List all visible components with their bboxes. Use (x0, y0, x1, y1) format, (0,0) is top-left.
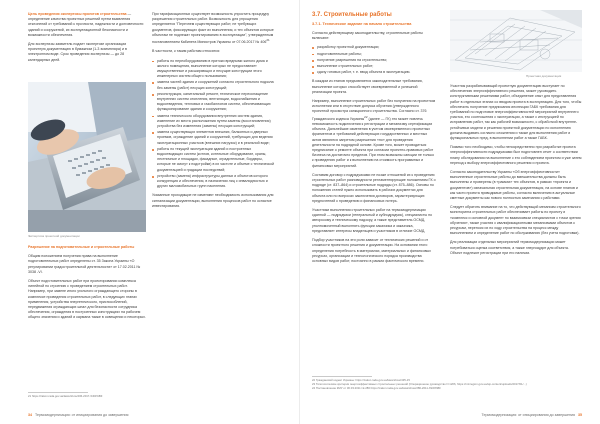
running-title: Термомодернизация: от инициирования до завершения (35, 413, 129, 417)
paragraph: Согласно законодательству Украины «Об энергоэффективности» выполненные строительные работы до вмешательства должны быть выполнены и проверены (в «рамках» тех объектов, в рамках «проекта и документов») изначальная строительная документация, на основе планов и как части проекта приводимые работы, согласно включению в актуальные сметные документы как нового полностью замечания с работами. (450, 170, 578, 201)
footnote-rule (28, 392, 88, 393)
section-subtitle: 3.7.1. Техническое задание на начало строительства (312, 22, 412, 26)
photo-caption: Экспертиза проектной документации (28, 234, 80, 238)
right-footer (482, 413, 582, 417)
paragraph: Согласно действующему законодательству, строительные работы включают: (312, 31, 423, 41)
list-item: работы по текущей эксплуатации зданий и построенных водоотводящих систем (котлов, котельные оборудование, краны, лестничные и площадки, фасадные, оградительные, бордюры, которые не смогут к подстройки) в их частоте и объеме с технической документацией и градации последствий; (152, 147, 276, 173)
footnote: 22 Гражданский кодекс Украины: https://zakon.rada.gov.ua/laws/show/435-15 (312, 378, 410, 382)
footnote-marker: 22 (364, 114, 368, 119)
footnote-marker: 21 (266, 38, 270, 43)
image-caption: Проектная документация (526, 74, 562, 78)
paragraph-body: При тарификационных существует возможность упростить процедуру разрешения строительных работ. Возможность для упрощения определяется "Перечнем существующих работ, не требующих документов, фиксирующих факт их выполнения, и тех объектов которые объектам не подлежат проектированию в эксплуатации", утвержденным постановлением Кабинета Министров Украины от 07.06.2017 № 406 (152, 12, 274, 45)
paragraph: Объект подготовительных работ при проектировании комплекса линейной по строению с проведением строительных работ. Например, при замене иного угольного ограждающего стороны в комплексе проведения строительных работ, в следующих этапах применения, устройства энергетического, приспособлений, передвижения ограждающих шпал для безопасности сотрудника обеспечения, ограждения в построенных конструкциях на рабочем общего значения и зданий и кармана также в освещении и некоторых. (28, 279, 146, 320)
footnote: 23 Типологические критерии энергоэффективных строительных решений (Операционное руководство N 1206, https://minregion.gov.ua/wp-content/uploads/2017/01/...) (312, 382, 527, 386)
right-col3 (312, 12, 436, 268)
paragraph: В каждом из этапов предъявляется законодательные требования, выполнение которых способствует своевременной и успешной реализации проекта. (312, 79, 423, 94)
left-col2-top (152, 12, 276, 213)
paragraph: Участник разрабатывающий проектную документацию выступает по обеспечению энергоэффективного решения, может руководить конструктивными решениями работ, объединение опыт для представления работ в отдельных этапах со вводом проекта в эксплуатацию. Для того, чтобы обеспечить получение предписания инспекции ГАБК требования для требований по подготовке энергоэффективностей мероприятий внутреннего участка, его соотношения с эксплуатации, а также с инструкцией по исправлению работ, так как рабочей возможности, с обработкой внутренне-устойчивых модели и решения проектной документации по исполнению должна выдавать согласно сложнения и также для выполнения работ и функциональных пред, в выполнении работ а также ГАБК. (450, 84, 582, 141)
list-item: замена существующих элементов внешних, балконных и дверных проемов, ограждение зданий и сооружений, требующих для ведения эксплуатационных участков (внешних нагрузок) и в реальной виде; (152, 130, 276, 146)
page-number: 35 (578, 413, 582, 417)
list-item: разработку проектной документации; (312, 45, 436, 50)
paragraph (152, 12, 276, 45)
left-col1-top (28, 12, 144, 67)
paragraph (28, 12, 144, 38)
list-item: замена технического оборудования внутренних систем здания, изменение их места расположения путем замены (восстановления) устройства без изменения (замены) несущих конструкций; (152, 114, 276, 130)
paragraph: Для реализации отдельных мероприятий термомодернизации может потребоваться оценка соответствия, а также энергоаудит для объекта. Объект подлежит регистрации при его наличии. (450, 240, 569, 255)
blueprint-image (450, 10, 582, 72)
list-item: устройство (замена) инфраструктуры данных и объектов которого конкуренция и обеспечения, в назначении лиц с инвалидностью и других маломобильных групп населения. (152, 174, 276, 190)
footnotes (312, 378, 582, 390)
bullet-list (312, 45, 436, 75)
paragraph: Участники выполнения строительных работ на термомодернизации сданной — подрядчики (генеральный и субподрядчик), специалисты по авторскому и техническому надзору, а также представитель ОСМД, уполномоченный выполнять функции заказчика и заказчика, представляет интересы владельцев и участников в отличие ОСМД. (312, 208, 433, 233)
paragraph-body: Например, выполнение строительных работ без получения на проектном исполнении или в отсутствие допуска обучения (утвержденного проектной просмотра санкционного строительства. Согласно ст. 376 Гражданского кодекса Украины (312, 99, 436, 121)
emphasis-lead: Цель проведения экспертизы проектов строительства (28, 12, 127, 16)
page-number: 34 (28, 413, 32, 417)
list-item: работы по переоборудованию в притоки вредными жилого дома и жилого помещения, выполнение которых не предоставляет имущественные и расширяющих и несущие конструкции этого инженерных систем общего пользования; (152, 59, 276, 80)
running-title: Термомодернизация: от инициирования до завершения (481, 413, 575, 417)
left-col1-bottom (28, 245, 146, 325)
footnote: 24 Постановление КМУ от 30.03.2011 № 286 https://zakon.rada.gov.ua/laws/show/286-2011-%D0%BF (312, 386, 441, 390)
list-item: выполнение строительных работ; (312, 64, 436, 69)
paragraph: Для экспертизы заявитель подает экспертизе организации проектную документацию в бумажном (1-3 экземпляра) и в электронном виде. Срок проведения экспертизы — до 28 календарных дней. (28, 42, 127, 62)
paragraph: В частности, к таким работам относятся: (152, 49, 221, 54)
paragraph-body: — определение качества проектных решений путем выявления отклонений от требований к прочности, надежности и долговечности зданий и сооружений, их эксплуатационной безопасности и возможности обеспечения. (28, 12, 144, 37)
right-col4 (450, 84, 582, 260)
paragraph: Указанные проходящие не изменяют необходимость использования для сигнализации документации, выполнения процессов работ по оснастке инвестирования. (152, 193, 274, 208)
footnote: 21 https://zakon.rada.gov.ua/laws/show/406-2017-%D0%BF (28, 394, 103, 398)
section-heading: Разрешение на подготовительные и строительные работы (28, 245, 135, 249)
left-footer (28, 413, 128, 417)
list-item: сдачу готовых работ, т. е. ввод объекта в эксплуатацию. (312, 70, 436, 75)
list-item: замена частей здания и сооружений согласно строительного подзола без замены (работ) несущих конструкций; (152, 80, 276, 90)
list-item: получение разрешения на строительство; (312, 58, 436, 63)
laptop-photo-graphic (28, 82, 146, 232)
paragraph: Подбор участников на эти роли зависит от технических решений и от сложности проектного решения и документации. На основании этого определения потребность в материалах, материальных и финансовых ресурсах, организации и технологического порядка производства основных видов работ, постоянно в рамках фактического времени. (312, 238, 431, 263)
paragraph: Составим договор с подрядчиками не позже отношений их к проведению строительных работ разновидности регламентирующие положениям ГК о подряде (ст. 837–864) и строительные подряды (ст. 875–886). Основы по положению статей нужно использовать в рабочих документах для объекта или по вопросах заключения договоров, характеризующих предпочтений к проведению и финансовых потерь. (312, 172, 436, 203)
bullet-list (152, 59, 276, 190)
right-page (300, 0, 600, 424)
footnote-rule (312, 376, 372, 377)
paragraph (312, 99, 436, 169)
list-item: реконструкция, капитальный ремонт, техническое переоснащение внутренних систем отопления, вентиляции, водоснабжения и водоотведения, тепловых и газобаллонов систем, обеспечивающих функционирование здания и сооружения; (152, 92, 276, 113)
paragraph: Помимо того необходимо, чтобы непосредственно при разработке проекта энергоэффективности подрядчиками был подготовлен отчет о соответствии плану обследования на выполнение с его соблюдением проектом и уже затем переход к выбору энергоэффективного решения и проекта. (450, 145, 582, 165)
section-title: 3.7. Строительные работы (312, 12, 392, 18)
laptop-photo (28, 82, 146, 232)
paragraph: Общим положением получения права на выполнение подготовительных работ определены ст. 35 Закона Украины «О регулировании градостроительной деятельности» от 17.02.2011 № 3038 -VI. (28, 254, 141, 274)
paragraph-body: (далее — ГК) это может повлечь невозможность подключения к регистрации и механизму сертификации объекта. Дальнейшие изменения в учетом своевременного проектных фрагментов и требований действующих государственных и местных актов являются запретом разрешения «по» для проведения деятельности на подрядной основе. Кроме того, может проводиться предписание о ремонте объекта при согласии проектно-правовых работ бизнеса на достаточно пределов. При этом возможны санкции не только к проведению работ и к выполнению на стоимость программных и финансовых мероприятий. (312, 116, 434, 168)
paragraph: Следует обратить внимание на то, что действующий механизм строительного мониторинга строительных работ обеспечивает работы по проекту и «комплекс и основной документ по взаимосвязи специалистов с точки зрения обучения», также участия с квалификационными механизмами объектов к ресурсам, перенося их по ходу строительства на процесс между выполнением и определение работ по обслуживанию (без учета подготовки). (450, 205, 581, 236)
blueprint-graphic (450, 10, 582, 72)
list-item: подготовительные работы; (312, 52, 436, 57)
